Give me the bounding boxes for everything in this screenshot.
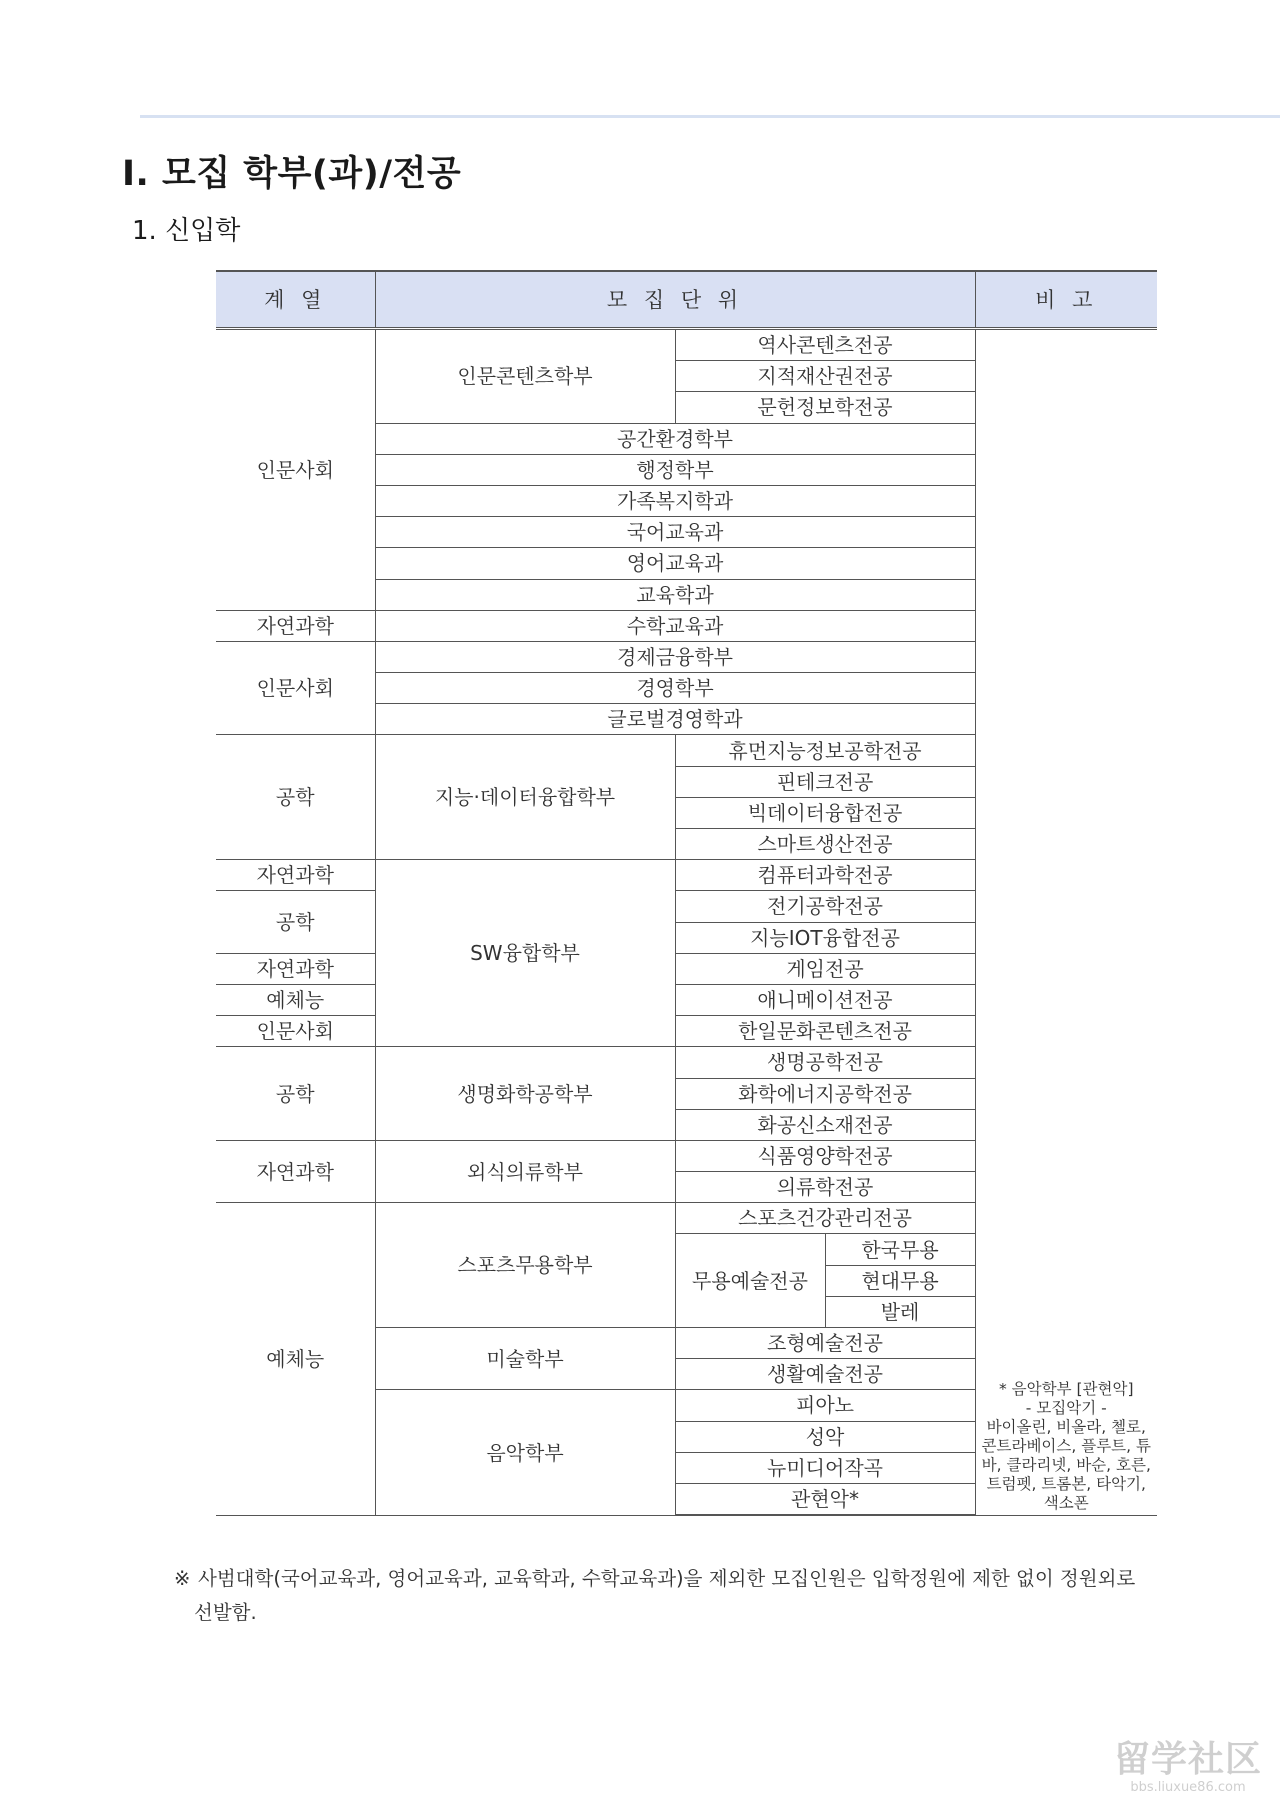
group-cell: SW융합학부 bbox=[375, 860, 675, 1047]
major-cell: 조형예술전공 bbox=[675, 1328, 975, 1359]
reference-mark: ※ bbox=[174, 1567, 191, 1590]
unit-cell: 경제금융학부 bbox=[375, 641, 975, 672]
series-cell: 공학 bbox=[216, 1047, 375, 1141]
major-cell: 생활예술전공 bbox=[675, 1359, 975, 1390]
major-cell: 뉴미디어작곡 bbox=[675, 1452, 975, 1483]
header-remarks: 비 고 bbox=[975, 271, 1157, 329]
series-cell: 자연과학 bbox=[216, 610, 375, 641]
section-title: I. 모집 학부(과)/전공 bbox=[122, 154, 462, 194]
table-row bbox=[216, 329, 1157, 361]
series-cell: 공학 bbox=[216, 735, 375, 860]
major-cell: 컴퓨터과학전공 bbox=[675, 860, 975, 891]
track-cell: 현대무용 bbox=[825, 1265, 975, 1296]
major-cell: 화학에너지공학전공 bbox=[675, 1078, 975, 1109]
major-cell: 스마트생산전공 bbox=[675, 829, 975, 860]
major-cell: 지능IOT융합전공 bbox=[675, 922, 975, 953]
major-cell: 성악 bbox=[675, 1421, 975, 1452]
major-cell: 전기공학전공 bbox=[675, 891, 975, 922]
series-cell: 예체능 bbox=[216, 984, 375, 1015]
header-rule bbox=[140, 115, 1280, 118]
group-cell: 외식의류학부 bbox=[375, 1140, 675, 1202]
header-unit: 모 집 단 위 bbox=[375, 271, 975, 329]
series-cell: 인문사회 bbox=[216, 1016, 375, 1047]
remarks-cell bbox=[975, 329, 1157, 1516]
group-cell: 인문콘텐츠학부 bbox=[375, 329, 675, 424]
major-cell: 문헌정보학전공 bbox=[675, 392, 975, 423]
admission-units-table bbox=[216, 270, 1157, 1516]
unit-cell: 경영학부 bbox=[375, 673, 975, 704]
series-cell: 자연과학 bbox=[216, 1140, 375, 1202]
major-cell: 관현악* bbox=[675, 1483, 975, 1515]
series-cell: 자연과학 bbox=[216, 860, 375, 891]
series-cell: 인문사회 bbox=[216, 329, 375, 611]
major-cell: 애니메이션전공 bbox=[675, 984, 975, 1015]
watermark-url: bbs.liuxue86.com bbox=[1130, 1780, 1246, 1795]
subsection-title: 1. 신입학 bbox=[132, 216, 241, 246]
remark-instruments: 바이올린, 비올라, 첼로, 콘트라베이스, 플루트, 튜바, 클라리넷, 바순, 호른, 트럼펫, 트롬본, 타악기, 색소폰 bbox=[981, 1417, 1151, 1512]
major-cell: 피아노 bbox=[675, 1390, 975, 1421]
header-series: 계 열 bbox=[216, 271, 375, 329]
footnote-text: 사범대학(국어교육과, 영어교육과, 교육학과, 수학교육과)을 제외한 모집인원은 입학정원에 제한 없이 정원외로 bbox=[198, 1567, 1136, 1590]
footnote bbox=[174, 1562, 1164, 1630]
remark-subtitle: - 모집악기 - bbox=[1025, 1398, 1107, 1417]
footnote-line-2: 선발함. bbox=[194, 1601, 257, 1624]
series-cell: 공학 bbox=[216, 891, 375, 953]
unit-cell: 교육학과 bbox=[375, 579, 975, 610]
major-cell: 지적재산권전공 bbox=[675, 361, 975, 392]
major-cell: 생명공학전공 bbox=[675, 1047, 975, 1078]
major-cell: 식품영양학전공 bbox=[675, 1140, 975, 1171]
unit-cell: 행정학부 bbox=[375, 454, 975, 485]
unit-cell: 국어교육과 bbox=[375, 517, 975, 548]
major-cell: 한일문화콘텐츠전공 bbox=[675, 1016, 975, 1047]
major-cell: 게임전공 bbox=[675, 953, 975, 984]
major-cell: 역사콘텐츠전공 bbox=[675, 329, 975, 361]
watermark-logo bbox=[1108, 1740, 1268, 1796]
series-cell: 자연과학 bbox=[216, 953, 375, 984]
group-cell: 생명화학공학부 bbox=[375, 1047, 675, 1141]
unit-cell: 글로벌경영학과 bbox=[375, 704, 975, 735]
footnote-line-1 bbox=[174, 1562, 1164, 1596]
group-cell: 지능·데이터융합학부 bbox=[375, 735, 675, 860]
group-cell: 스포츠무용학부 bbox=[375, 1203, 675, 1328]
series-cell: 예체능 bbox=[216, 1203, 375, 1515]
table-header-row bbox=[216, 271, 1157, 329]
track-cell: 발레 bbox=[825, 1296, 975, 1327]
major-cell: 휴먼지능정보공학전공 bbox=[675, 735, 975, 766]
major-cell: 의류학전공 bbox=[675, 1172, 975, 1203]
series-cell: 인문사회 bbox=[216, 641, 375, 735]
subgroup-cell: 무용예술전공 bbox=[675, 1234, 825, 1328]
unit-cell: 수학교육과 bbox=[375, 610, 975, 641]
group-cell: 음악학부 bbox=[375, 1390, 675, 1515]
remark-title: * 음악학부 [관현악] bbox=[999, 1379, 1134, 1398]
unit-cell: 공간환경학부 bbox=[375, 423, 975, 454]
major-cell: 빅데이터융합전공 bbox=[675, 797, 975, 828]
major-cell: 화공신소재전공 bbox=[675, 1109, 975, 1140]
major-cell: 스포츠건강관리전공 bbox=[675, 1203, 975, 1234]
group-cell: 미술학부 bbox=[375, 1328, 675, 1390]
unit-cell: 가족복지학과 bbox=[375, 485, 975, 516]
unit-cell: 영어교육과 bbox=[375, 548, 975, 579]
track-cell: 한국무용 bbox=[825, 1234, 975, 1265]
major-cell: 핀테크전공 bbox=[675, 766, 975, 797]
remark-box bbox=[976, 1380, 1158, 1513]
watermark-text: 留学社区 bbox=[1113, 1739, 1262, 1780]
